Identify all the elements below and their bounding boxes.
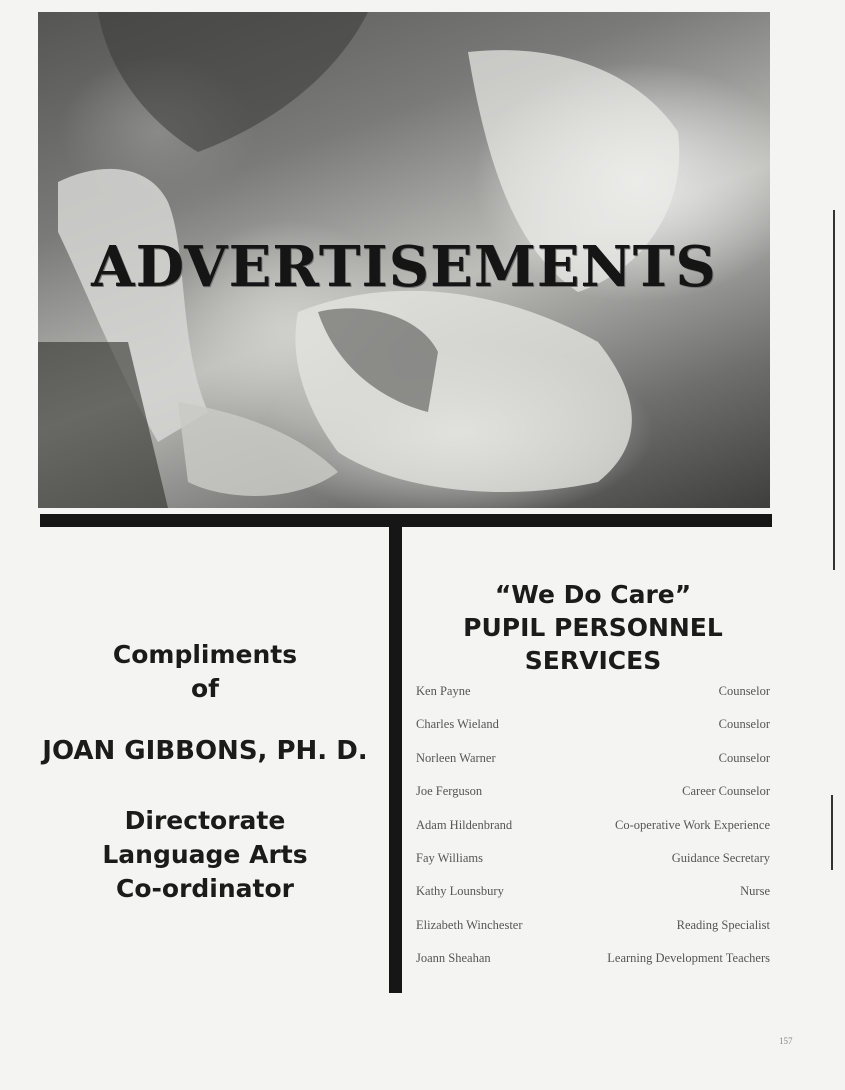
- services-title-line-1: PUPIL PERSONNEL: [463, 613, 723, 642]
- staff-row: [416, 818, 770, 851]
- staff-name: Charles Wieland: [416, 717, 499, 732]
- staff-role: Co-operative Work Experience: [615, 817, 770, 832]
- staff-row: [416, 751, 770, 784]
- staff-role: Counselor: [718, 750, 770, 765]
- staff-role: Career Counselor: [682, 784, 770, 799]
- staff-name: Fay Williams: [416, 850, 483, 865]
- staff-name: Elizabeth Winchester: [416, 917, 523, 932]
- staff-row: [416, 851, 770, 884]
- staff-role: Nurse: [740, 884, 770, 899]
- of-line: of: [190, 674, 220, 703]
- staff-name: Ken Payne: [416, 684, 471, 698]
- sponsor-name-text: JOAN GIBBONS, PH. D.: [42, 736, 368, 766]
- sponsor-name: [20, 734, 390, 768]
- compliments-line: Compliments: [112, 640, 298, 669]
- staff-row: [416, 784, 770, 817]
- staff-role: Counselor: [718, 684, 770, 698]
- slogan: “We Do Care”: [494, 580, 692, 609]
- staff-row: [416, 884, 770, 917]
- header-photo: [38, 12, 770, 508]
- page-heading: ADVERTISEMENTS: [91, 234, 717, 300]
- staff-role: Guidance Secretary: [671, 850, 770, 865]
- staff-row: [416, 717, 770, 750]
- page-number: 157: [779, 1036, 793, 1046]
- compliments-text: [20, 638, 390, 706]
- staff-row: [416, 951, 770, 984]
- staff-role: Reading Specialist: [676, 917, 770, 932]
- staff-name: Kathy Lounsbury: [416, 884, 504, 899]
- staff-row: [416, 684, 770, 717]
- title-line-2: Language Arts: [102, 840, 308, 869]
- staff-name: Joann Sheahan: [416, 951, 491, 966]
- edge-line: [833, 210, 835, 570]
- staff-list: [416, 684, 770, 985]
- staff-name: Joe Ferguson: [416, 784, 483, 799]
- services-title-line-2: SERVICES: [524, 646, 662, 675]
- edge-line: [831, 795, 833, 870]
- vertical-divider: [389, 527, 402, 993]
- title-line-3: Co-ordinator: [116, 874, 294, 903]
- sponsor-title: [20, 804, 390, 906]
- staff-name: Norleen Warner: [416, 750, 496, 765]
- staff-role: Learning Development Teachers: [607, 951, 770, 966]
- staff-role: Counselor: [718, 717, 770, 732]
- services-title: [402, 578, 784, 677]
- horizontal-divider: [40, 514, 772, 527]
- staff-name: Adam Hildenbrand: [416, 817, 513, 832]
- staff-row: [416, 918, 770, 951]
- title-line-1: Directorate: [124, 806, 286, 835]
